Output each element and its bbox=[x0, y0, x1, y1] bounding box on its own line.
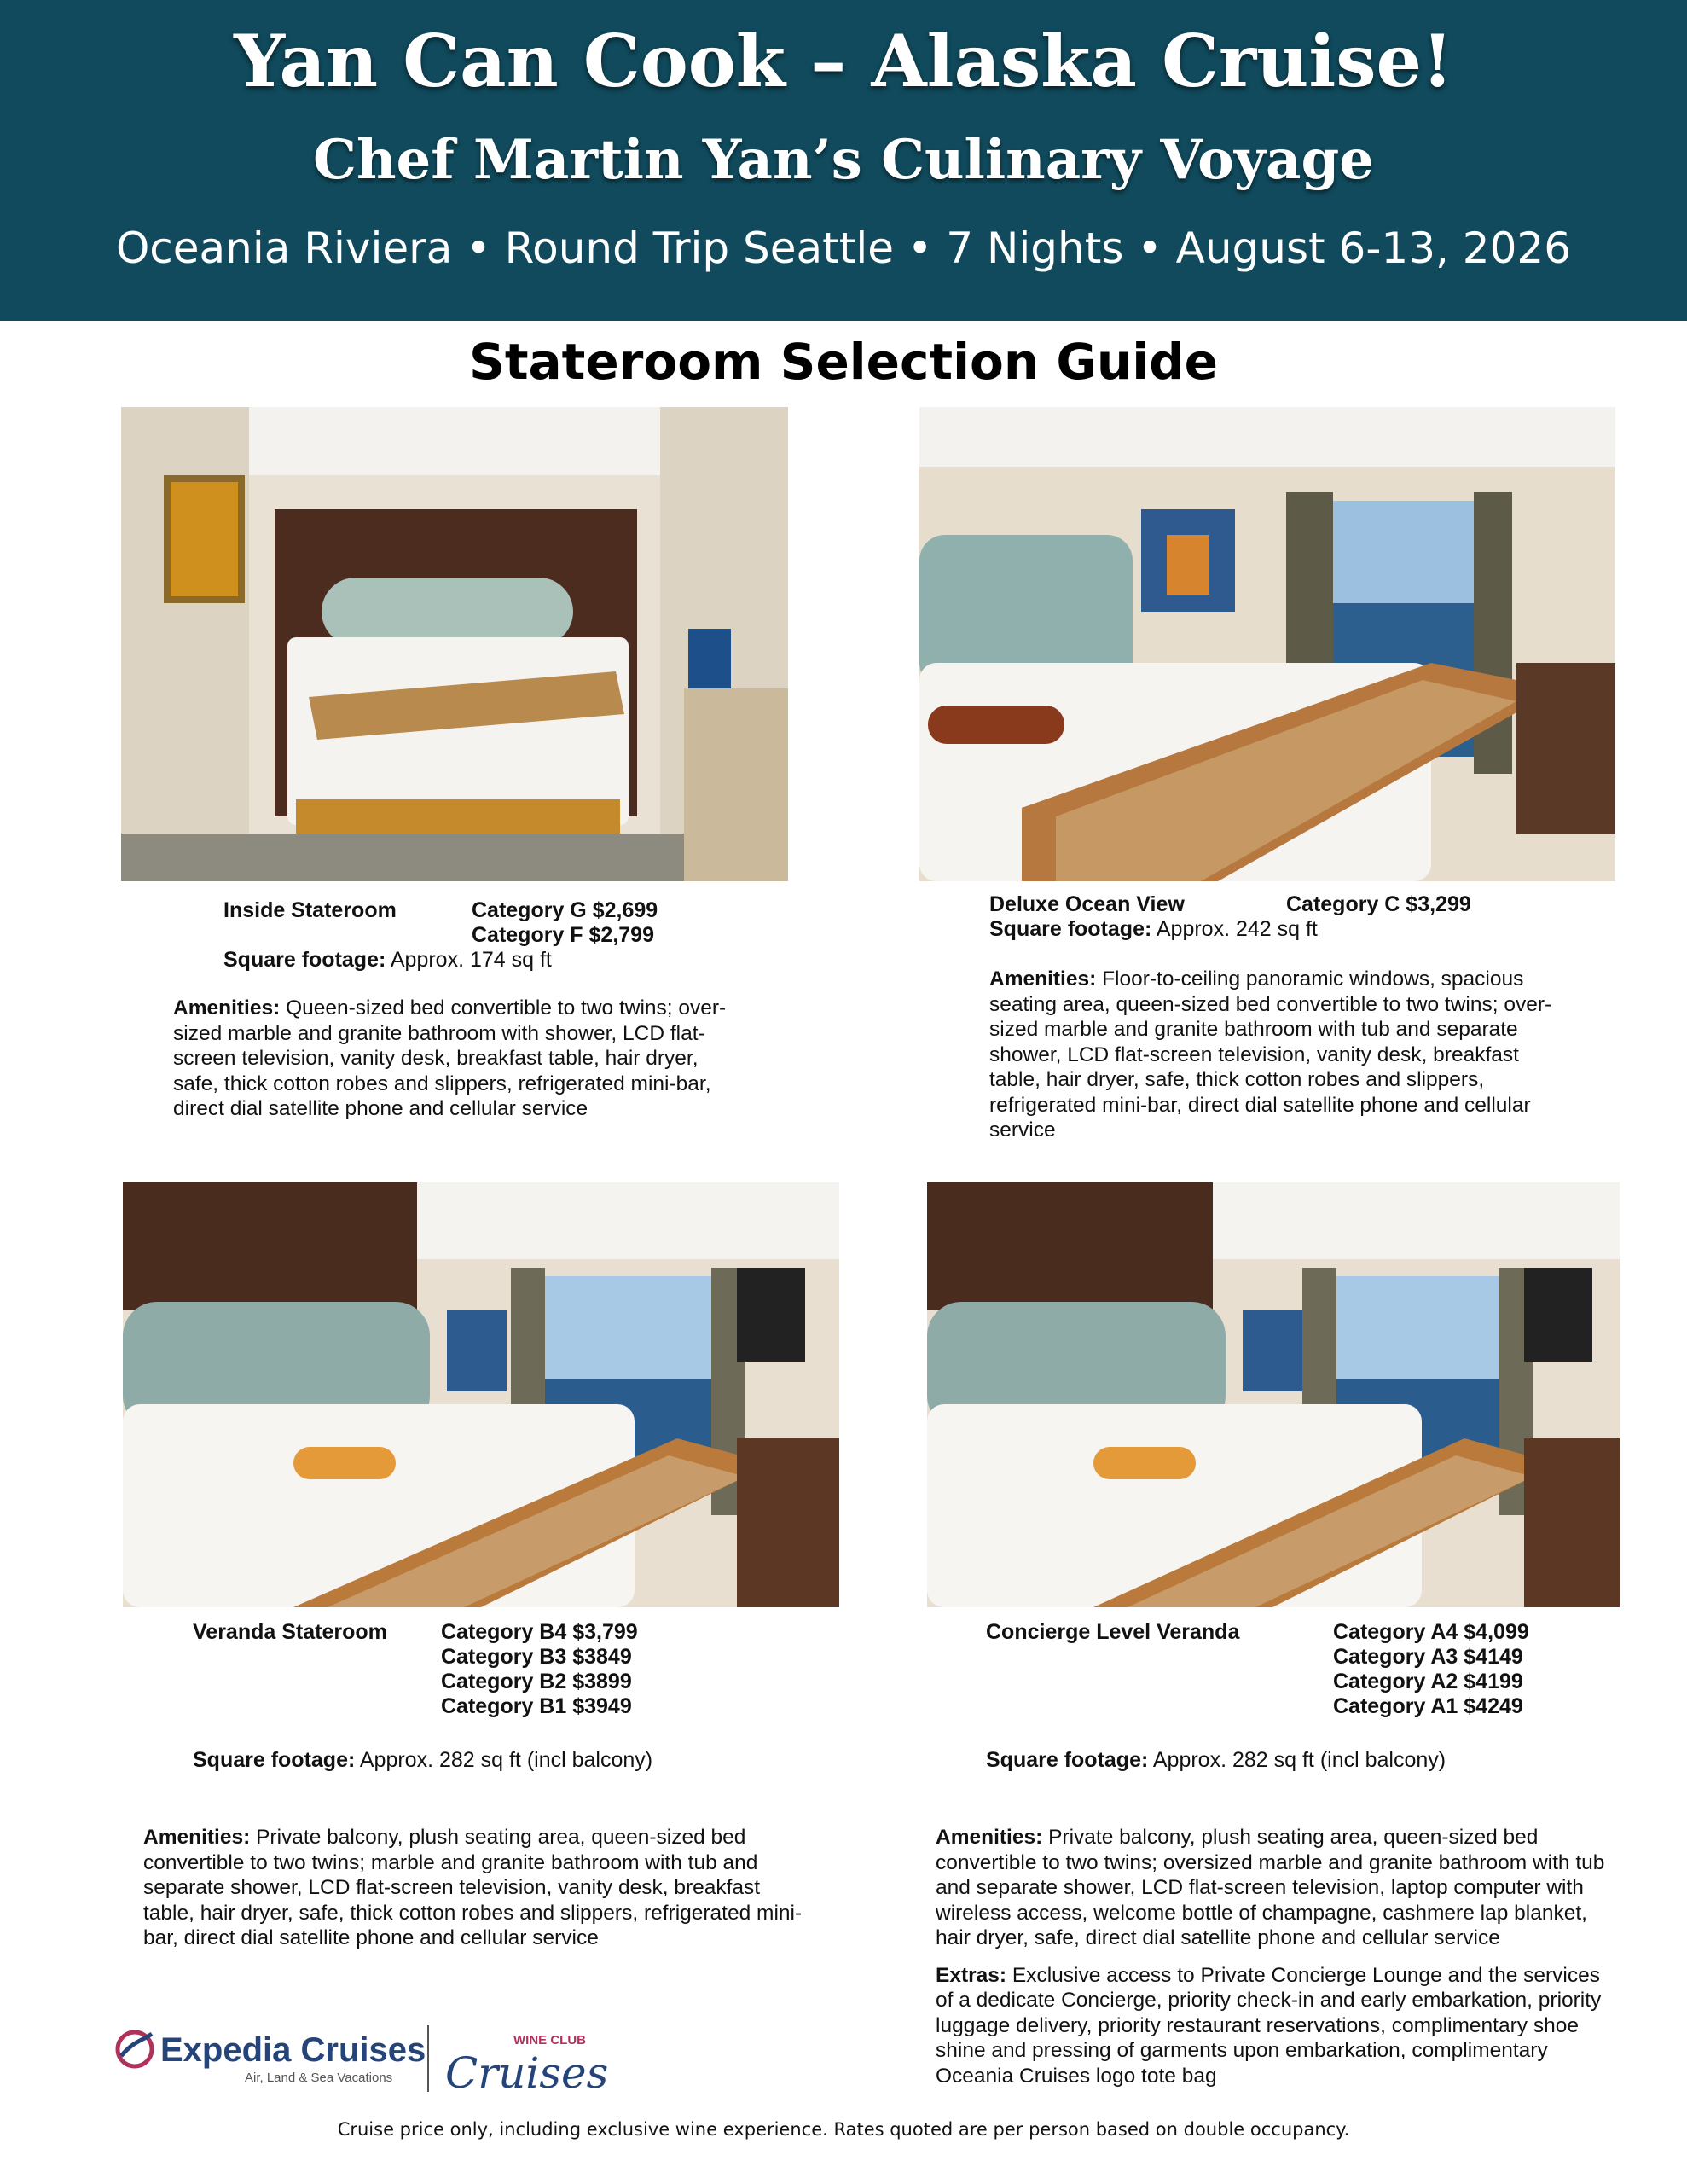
veranda-category-b3: Category B3 $3849 bbox=[441, 1645, 632, 1669]
cruise-details: Oceania Riviera • Round Trip Seattle • 7 Nights • August 6-13, 2026 bbox=[115, 224, 1572, 273]
concierge-veranda-photo bbox=[927, 1182, 1620, 1607]
deluxe-ocean-view-name: Deluxe Ocean View bbox=[989, 892, 1185, 916]
veranda-stateroom-name: Veranda Stateroom bbox=[193, 1620, 387, 1644]
concierge-category-a4: Category A4 $4,099 bbox=[1333, 1620, 1529, 1644]
expedia-tagline: Air, Land & Sea Vacations bbox=[245, 2071, 393, 2085]
page-title: Stateroom Selection Guide bbox=[469, 333, 1218, 391]
concierge-extras: Extras: Exclusive access to Private Concierge Lounge and the services of a dedicate Concierge, priority check-in and early embarkation, priority luggage delivery, priority restaurant reservations, complimentary shoe shine and pressing of garments upon embarkation, complimentary Oceania Cruises logo tote bag bbox=[936, 1963, 1602, 2088]
inside-category-f: Category F $2,799 bbox=[472, 923, 654, 947]
deluxe-category-c: Category C $3,299 bbox=[1286, 892, 1471, 916]
deluxe-amenities: Amenities: Floor-to-ceiling panoramic windows, spacious seating area, queen-sized bed convertible to two twins; over-sized marble and granite bathroom with tub and separate shower, LCD flat-screen television, vanity desk, breakfast table, hair dryer, safe, thick cotton robes and slippers, refrigerated mini-bar, direct dial satellite phone and cellular service bbox=[989, 967, 1552, 1141]
veranda-category-b4: Category B4 $3,799 bbox=[441, 1620, 638, 1644]
inside-category-g: Category G $2,699 bbox=[472, 898, 658, 922]
wine-club-cruises-script: Cruises bbox=[445, 2048, 609, 2098]
veranda-square-footage: Square footage: Approx. 282 sq ft (incl balcony) bbox=[193, 1748, 653, 1772]
veranda-stateroom-photo bbox=[123, 1182, 839, 1607]
footnote: Cruise price only, including exclusive wine experience. Rates quoted are per person based on double occupancy. bbox=[337, 2119, 1350, 2140]
concierge-category-a3: Category A3 $4149 bbox=[1333, 1645, 1523, 1669]
partner-logos bbox=[113, 2015, 624, 2100]
veranda-category-b2: Category B2 $3899 bbox=[441, 1670, 632, 1693]
veranda-amenities: Amenities: Private balcony, plush seating area, queen-sized bed convertible to two twins; marble and granite bathroom with tub and separate shower, LCD flat-screen television, vanity desk, breakfast table, hair dryer, safe, thick cotton robes and slippers, refrigerated mini-bar, direct dial satellite phone and cellular service bbox=[143, 1826, 803, 1949]
deluxe-ocean-view-photo bbox=[919, 407, 1615, 881]
deluxe-square-footage: Square footage: Approx. 242 sq ft bbox=[989, 917, 1318, 941]
concierge-category-a2: Category A2 $4199 bbox=[1333, 1670, 1523, 1693]
inside-stateroom-photo bbox=[121, 407, 788, 881]
inside-square-footage: Square footage: Approx. 174 sq ft bbox=[223, 948, 552, 972]
concierge-category-a1: Category A1 $4249 bbox=[1333, 1694, 1523, 1718]
wine-club-label: WINE CLUB bbox=[513, 2033, 586, 2048]
expedia-name: Expedia Cruises bbox=[160, 2031, 426, 2069]
concierge-amenities: Amenities: Private balcony, plush seating area, queen-sized bed convertible to two twins; oversized marble and granite bathroom with tub and separate shower, LCD flat-screen television, laptop computer with wireless access, welcome bottle of champagne, cashmere lap blanket, hair dryer, safe, direct dial satellite phone and cellular service Extras: Exclusive access to Private Concierge Lounge and the services of a dedicate Concierge, priority check-in and early embarkation, priority luggage delivery, priority restaurant reservations, complimentary shoe shine and pressing of garments upon embarkation, complimentary Oceania Cruises logo tote bag bbox=[936, 1825, 1618, 2100]
veranda-category-b1: Category B1 $3949 bbox=[441, 1694, 632, 1718]
header-banner bbox=[0, 0, 1687, 321]
concierge-veranda-name: Concierge Level Veranda bbox=[986, 1620, 1240, 1644]
page-header-title: Yan Can Cook – Alaska Cruise! bbox=[234, 19, 1453, 103]
inside-stateroom-name: Inside Stateroom bbox=[223, 898, 397, 922]
expedia-cruises-logo bbox=[113, 2015, 624, 2100]
page-header-subtitle: Chef Martin Yan’s Culinary Voyage bbox=[313, 128, 1374, 192]
concierge-square-footage: Square footage: Approx. 282 sq ft (incl balcony) bbox=[986, 1748, 1446, 1772]
inside-amenities: Amenities: Queen-sized bed convertible to two twins; over-sized marble and granite bathroom with shower, LCD flat-screen television, vanity desk, breakfast table, hair dryer, safe, thick cotton robes and slippers, refrigerated mini-bar, direct dial satellite phone and cellular service bbox=[173, 996, 727, 1120]
